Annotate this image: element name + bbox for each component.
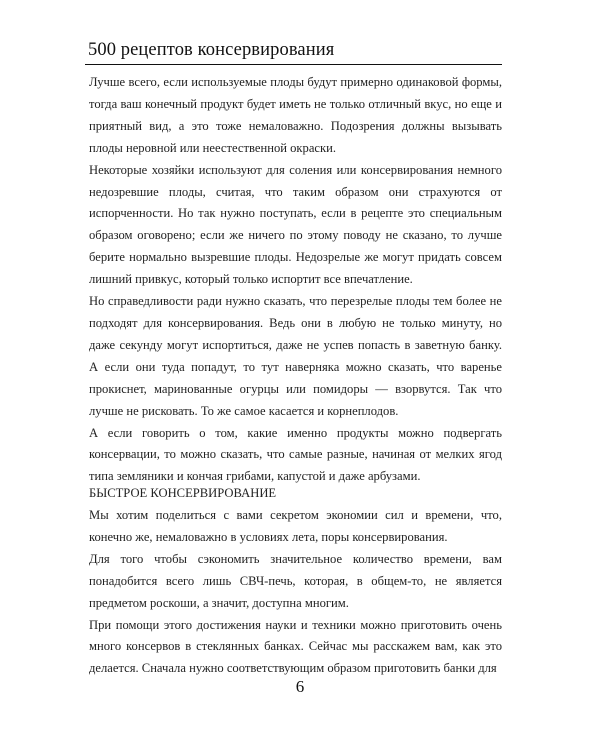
header-divider bbox=[85, 64, 502, 65]
intro-text-block bbox=[89, 72, 502, 488]
paragraph-4: А если говорить о том, какие именно продукты можно подвергать консервации, то можно сказать, что самые разные, начиная от мелких ягод типа земляники и кончая грибами, капустой и даже арбузами. bbox=[89, 425, 502, 484]
paragraph-2: Некоторые хозяйки используют для соления или консервирования немного недозревшие плоды, считая, что таким образом они страхуются от испорченности. Но так нужно поступать, если в рецепте это специальным образом оговорено; если же ничего по этому поводу не сказано, то лучше берите нормально вызревшие плоды. Недозрелые же могут придать совсем лишний привкус, который только испортит все впечатление. bbox=[89, 162, 502, 287]
section-text-block bbox=[89, 505, 502, 680]
section-paragraph-3: При помощи этого достижения науки и техники можно приготовить очень много консервов в стеклянных банках. Сейчас мы расскажем вам, как это делается. Сначала нужно соответствующим образом приготовить банки для bbox=[89, 617, 502, 676]
running-header-title: 500 рецептов консервирования bbox=[88, 40, 335, 60]
page-number: 6 bbox=[295, 677, 305, 696]
section-paragraph-1: Мы хотим поделиться с вами секретом экономии сил и времени, что, конечно же, немаловажно в условиях лета, поры консервирования. bbox=[89, 508, 502, 544]
paragraph-1: Лучше всего, если используемые плоды будут примерно одинаковой формы, тогда ваш конечный продукт будет иметь не только отличный вкус, но еще и приятный вид, а это тоже немаловажно. Подозрения должны вызывать плоды неровной или неестественной окраски. bbox=[89, 75, 502, 155]
paragraph-3: Но справедливости ради нужно сказать, что перезрелые плоды тем более не подходят для консервирования. Ведь они в любую не только минуту, но даже секунду могут испортиться, даже не успев попасть в заветную банку. А если они туда попадут, то тут наверняка можно сказать, что варенье прокиснет, маринованные огурцы или помидоры — взорвутся. Так что лучше не рисковать. То же самое касается и корнеплодов. bbox=[89, 294, 502, 418]
section-heading: БЫСТРОЕ КОНСЕРВИРОВАНИЕ bbox=[89, 486, 277, 500]
section-paragraph-2: Для того чтобы сэкономить значительное количество времени, вам понадобится всего лишь СВЧ-печь, которая, в общем-то, не является предметом роскоши, а значит, доступна многим. bbox=[89, 551, 502, 610]
